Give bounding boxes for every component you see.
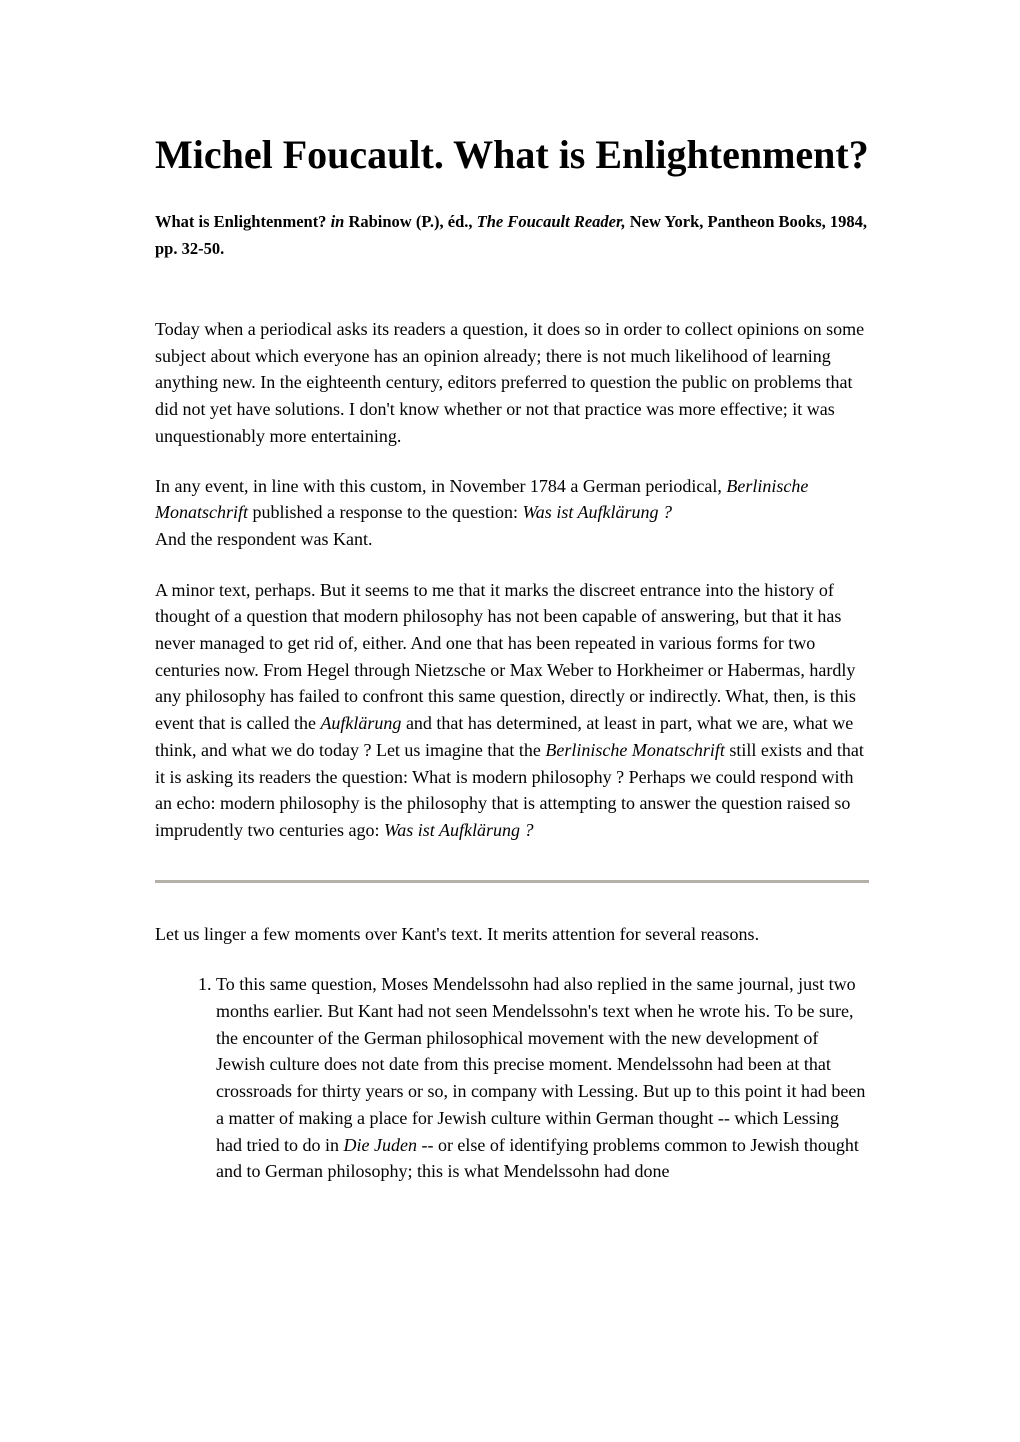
list-item	[216, 971, 869, 1185]
text: A minor text, perhaps. But it seems to me that it marks the discreet entrance into the history of thought of a question that modern philosophy has not been capable of answering, but that it has never managed to get rid of, either. And one that has been repeated in various forms for two centuries now. From Hegel through Nietzsche or Max Weber to Horkheimer or Habermas, hardly any philosophy has failed to confront this same question, directly or indirectly. What, then, is this event that is called the	[155, 579, 856, 734]
italic-text: Was ist Aufklärung ?	[383, 819, 534, 840]
reasons-list	[155, 971, 869, 1185]
text: And the respondent was Kant.	[155, 528, 373, 549]
italic-text: Berlinische Monatschrift	[545, 739, 725, 760]
italic-text: Was ist Aufklärung ?	[522, 502, 672, 523]
page-title: Michel Foucault. What is Enlightenment?	[155, 132, 869, 177]
citation-title: What is Enlightenment?	[155, 212, 331, 231]
italic-text: Aufklärung	[320, 713, 402, 734]
text: In any event, in line with this custom, in November 1784 a German periodical,	[155, 475, 727, 496]
paragraph-4: Let us linger a few moments over Kant's text. It merits attention for several reasons.	[155, 923, 760, 944]
text: -- or else of identifying problems common to Jewish thought and to German philosophy; this is what Mendelssohn had done	[216, 1134, 859, 1182]
italic-text: Berlinische Monatschrift	[155, 475, 809, 523]
citation-editor: Rabinow (P.), éd.,	[344, 212, 477, 231]
paragraph-3	[155, 577, 869, 844]
italic-text: Die Juden	[343, 1134, 417, 1155]
text: To this same question, Moses Mendelssohn had also replied in the same journal, just two months earlier. But Kant had not seen Mendelssohn's text when he wrote his. To be sure, the encounter of the German philosophical movement with the new development of Jewish culture does not date from this precise moment. Mendelssohn had been at that crossroads for thirty years or so, in company with Lessing. But up to this point it had been a matter of making a place for Jewish culture within German thought -- which Lessing had tried to do in	[216, 974, 866, 1155]
text: and that has determined, at least in part, what we are, what we think, and what we do today ? Let us imagine that the	[155, 713, 854, 760]
text: published a response to the question:	[248, 502, 523, 523]
citation-book: The Foucault Reader,	[476, 212, 626, 231]
document	[155, 0, 869, 1185]
paragraph-1: Today when a periodical asks its readers a question, it does so in order to collect opinions on some subject about which everyone has an opinion already; there is not much likelihood of learning anything new. In the eighteenth century, editors preferred to question the public on problems that did not yet have solutions. I don't know whether or not that practice was more effective; it was unquestionably more entertaining.	[155, 319, 865, 446]
divider	[155, 880, 869, 883]
citation-in: in	[330, 212, 345, 231]
paragraph-2	[155, 473, 869, 553]
citation-publisher: New York, Pantheon Books, 1984, pp. 32-50.	[155, 212, 868, 258]
text: still exists and that it is asking its readers the question: What is modern philosophy ? Perhaps we could respond with an echo: modern philosophy is the philosophy that is attempting to answer the question raised so imprudently two centuries ago:	[155, 739, 864, 840]
citation	[155, 208, 869, 262]
